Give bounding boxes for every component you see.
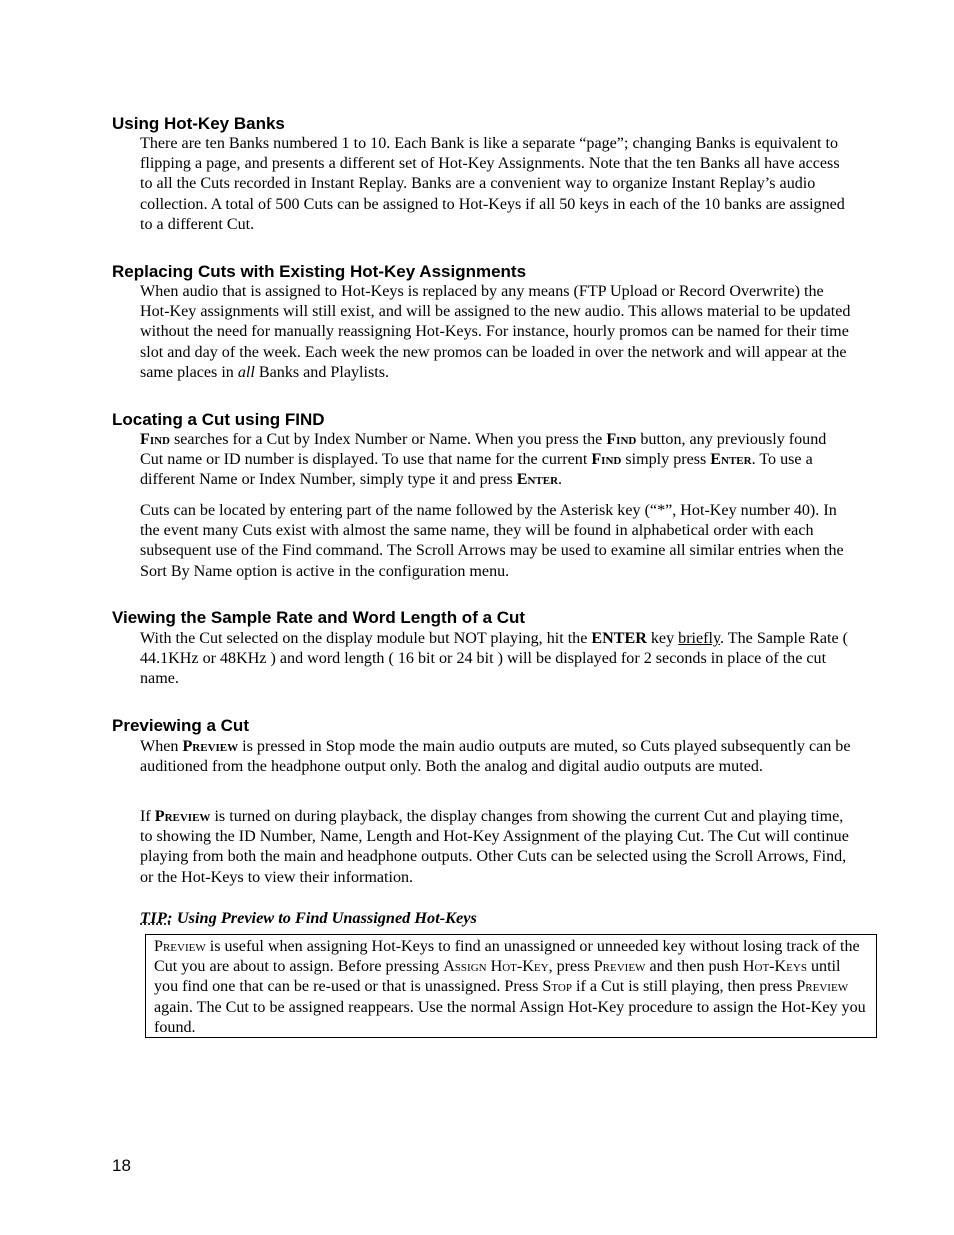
paragraph-find-usage: Find searches for a Cut by Index Number or Name. When you press the Find button, any previously found Cut name or ID number is displayed. To use that name for the current Find simply press Enter. To use a different Name or Index Number, simply type it and press Enter.	[140, 431, 827, 489]
heading-sample-rate: Viewing the Sample Rate and Word Length of a Cut	[112, 608, 526, 627]
paragraph-sample-rate: With the Cut selected on the display module but NOT playing, hit the ENTER key briefly. The Sample Rate ( 44.1KHz or 48KHz ) and word length ( 16 bit or 24 bit ) will be displayed for 2 seconds in place of the cut name.	[140, 630, 848, 688]
paragraph-preview-stop: When Preview is pressed in Stop mode the main audio outputs are muted, so Cuts played subsequently can be auditioned from the headphone output only. Both the analog and digital audio outputs are muted.	[140, 738, 851, 776]
paragraph-replacing-cuts: When audio that is assigned to Hot-Keys is replaced by any means (FTP Upload or Record Overwrite) the Hot-Key assignments will still exist, and will be assigned to the new audio. This allows material to be updated without the need for manually reassigning Hot-Keys. For instance, hourly promos can be named for their time slot and day of the week. Each week the new promos can be loaded in over the network and will appear at the same places in all Banks and Playlists.	[140, 283, 851, 381]
heading-hot-key-banks: Using Hot-Key Banks	[112, 114, 285, 133]
tip-heading	[140, 907, 477, 928]
tip-title: Using Preview to Find Unassigned Hot-Keys	[172, 908, 477, 927]
paragraph-preview-playback: If Preview is turned on during playback, the display changes from showing the current Cut and playing time, to showing the ID Number, Name, Length and Hot-Key Assignment of the playing Cut. The Cut will continue playing from both the main and headphone outputs. Other Cuts can be selected using the Scroll Arrows, Find, or the Hot-Keys to view their information.	[140, 808, 849, 886]
heading-previewing-cut: Previewing a Cut	[112, 716, 249, 735]
tip-box: Preview is useful when assigning Hot-Keys to find an unassigned or unneeded key without losing track of the Cut you are about to assign. Before pressing Assign Hot-Key, press Preview and then push Hot-Keys until you find one that can be re-used or that is unassigned. Press Stop if a Cut is still playing, then press Preview again. The Cut to be assigned reappears. Use the normal Assign Hot-Key procedure to assign the Hot-Key you found.	[145, 934, 877, 1038]
heading-locating-cut: Locating a Cut using FIND	[112, 410, 325, 429]
paragraph-asterisk-search: Cuts can be located by entering part of the name followed by the Asterisk key (“*”, Hot-Key number 40). In the event many Cuts exist with almost the same name, they will be found in alphabetical order with each subsequent use of the Find command. The Scroll Arrows may be used to examine all similar entries when the Sort By Name option is active in the configuration menu.	[140, 502, 844, 580]
heading-replacing-cuts: Replacing Cuts with Existing Hot-Key Assignments	[112, 262, 527, 281]
tip-label: TIP:	[140, 908, 173, 927]
page-number: 18	[112, 1156, 131, 1175]
paragraph-hot-key-banks: There are ten Banks numbered 1 to 10. Each Bank is like a separate “page”; changing Banks is equivalent to flipping a page, and presents a different set of Hot-Key Assignments. Note that the ten Banks all have access to all the Cuts recorded in Instant Replay. Banks are a convenient way to organize Instant Replay’s audio collection. A total of 500 Cuts can be assigned to Hot-Keys if all 50 keys in each of the 10 banks are assigned to a different Cut.	[140, 135, 845, 233]
